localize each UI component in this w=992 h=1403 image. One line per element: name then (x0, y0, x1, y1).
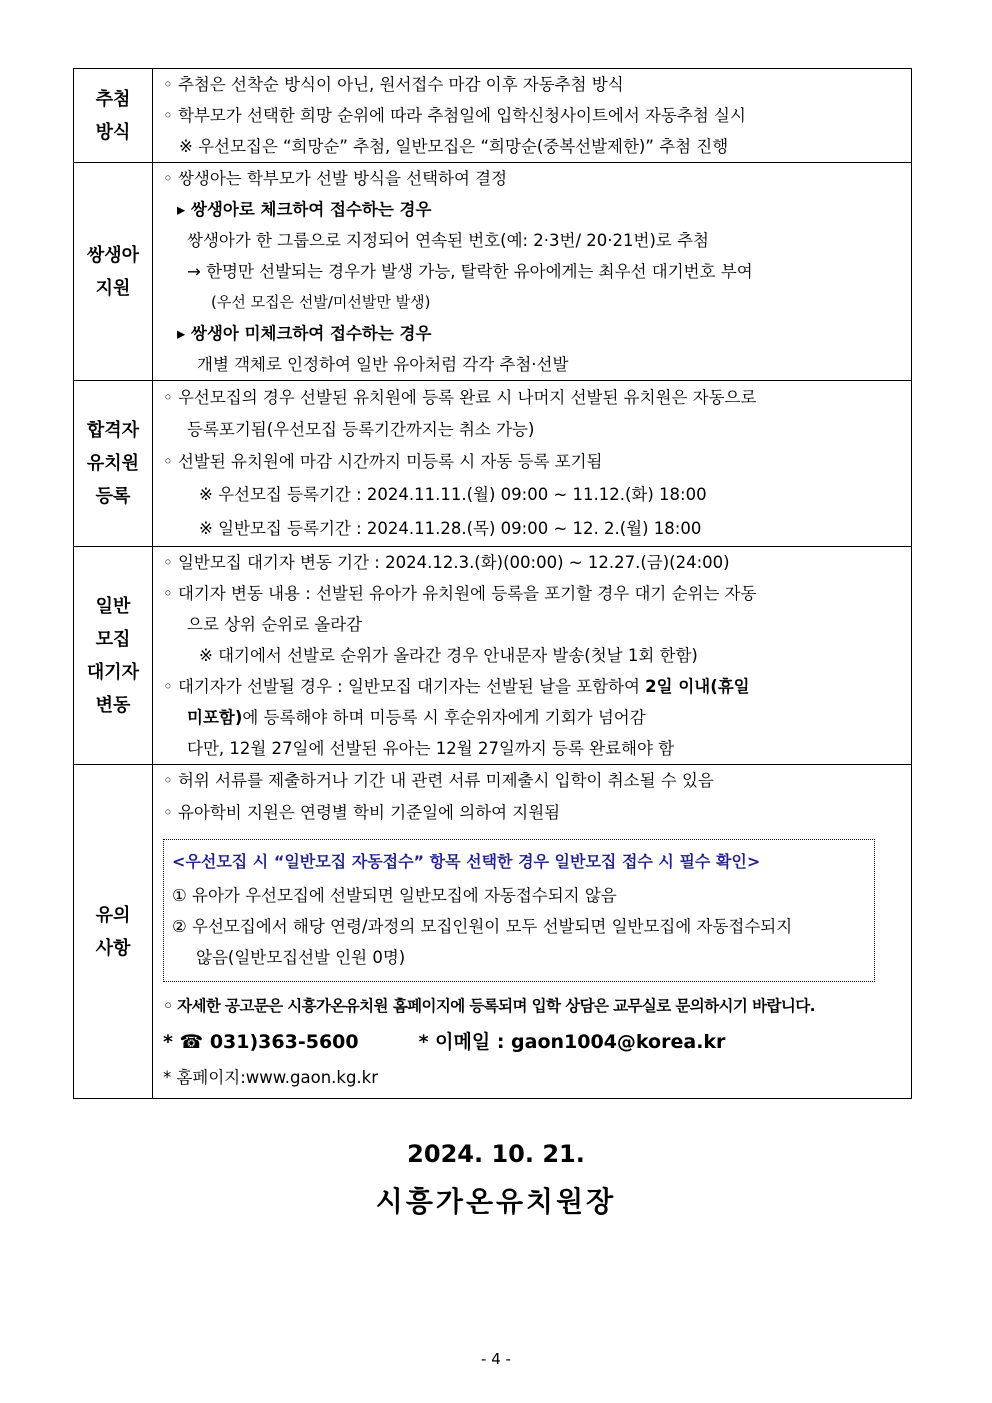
list-item: ◦ 쌍생아는 학부모가 선발 방식을 선택하여 결정 (163, 169, 508, 188)
registration-row (74, 381, 912, 547)
header-line: 쌍생아 (86, 244, 140, 266)
lottery-content (153, 69, 912, 163)
arrow-note: → 한명만 선발되는 경우가 발생 가능, 탈락한 유아에게는 최우선 대기번호 부여 (187, 262, 753, 281)
header-line: 사항 (95, 937, 131, 959)
waitlist-header (74, 547, 153, 765)
issuer-name: 시흥가온유치원장 (375, 1185, 617, 1218)
emphasis: 미포함) (187, 708, 243, 727)
list-item: ◦ 대기자 변동 내용 : 선발된 유아가 유치원에 등록을 포기할 경우 대기 순위는 자동 (163, 584, 757, 603)
list-item: ◦ 허위 서류를 제출하거나 기간 내 관련 서류 미제출시 입학이 취소될 수 있음 (163, 771, 714, 790)
note-line: ※ 우선모집은 “희망순” 추첨, 일반모집은 “희망순(중복선발제한)” 추첨 진행 (179, 137, 729, 156)
registration-content (153, 381, 912, 547)
header-line: 유의 (95, 904, 131, 926)
header-line: 등록 (95, 486, 131, 507)
date-note: ※ 우선모집 등록기간 : 2024.11.11.(월) 09:00 ~ 11.12.(화) 18:00 (199, 485, 707, 504)
text: 에 등록해야 하며 미등록 시 후순위자에게 기회가 넘어감 (242, 708, 646, 727)
list-item: ◦ 일반모집 대기자 변동 기간 : 2024.12.3.(화)(00:00) ~ 12.27.(금)(24:00) (163, 553, 730, 572)
box-item: ② 우선모집에서 해당 연령/과정의 모집인원이 모두 선발되면 일반모집에 자동접수되지 (172, 917, 793, 936)
header-line: 일반 (95, 595, 131, 617)
list-item: 등록포기됨(우선모집 등록기간까지는 취소 가능) (187, 420, 535, 439)
list-item: ◦ 선발된 유치원에 마감 시간까지 미등록 시 자동 등록 포기됨 (163, 452, 603, 471)
homepage-link[interactable]: * 홈페이지:www.gaon.kg.kr (163, 1068, 379, 1087)
list-item: ◦ 우선모집의 경우 선발된 유치원에 등록 완료 시 나머지 선발된 유치원은 자동으로 (163, 388, 757, 407)
header-line: 합격자 (86, 420, 140, 441)
announcement-date: 2024. 10. 21. (407, 1140, 585, 1168)
contact-line (163, 1022, 907, 1062)
list-item: ◦ 학부모가 선택한 희망 순위에 따라 추첨일에 입학신청사이트에서 자동추첨 실시 (163, 106, 746, 125)
box-item: ① 유아가 우선모집에 선발되면 일반모집에 자동접수되지 않음 (172, 886, 617, 905)
waitlist-content (153, 547, 912, 765)
emphasis: 2일 이내(휴일 (645, 677, 750, 696)
notes-header (74, 765, 153, 1099)
header-line: 지원 (95, 277, 131, 299)
date-note: ※ 일반모집 등록기간 : 2024.11.28.(목) 09:00 ~ 12. 2.(월) 18:00 (199, 519, 702, 538)
text: ◦ 대기자가 선발될 경우 : 일반모집 대기자는 선발된 날을 포함하여 (163, 677, 646, 696)
twins-header (74, 163, 153, 381)
list-item (163, 671, 907, 702)
twins-content (153, 163, 912, 381)
box-title: <우선모집 시 “일반모집 자동접수” 항목 선택한 경우 일반모집 접수 시 필수 확인> (172, 852, 761, 871)
list-item: ◦ 유아학비 지원은 연령별 학비 기준일에 의하여 지원됨 (163, 803, 561, 822)
email-address[interactable]: * 이메일 : gaon1004@korea.kr (418, 1031, 726, 1053)
header-line: 변동 (95, 694, 131, 716)
note-line: ※ 대기에서 선발로 순위가 올라간 경우 안내문자 발송(첫날 1회 한함) (199, 646, 698, 665)
notes-row (74, 765, 912, 1099)
header-line: 모집 (95, 628, 131, 650)
lottery-header (74, 69, 153, 163)
list-item: 개별 객체로 인정하여 일반 유아처럼 각각 추첨·선발 (197, 355, 569, 374)
header-line: 추첨 (95, 88, 131, 110)
contact-notice: ◦ 자세한 공고문은 시흥가온유치원 홈페이지에 등록되며 입학 상담은 교무실로 문의하시기 바랍니다. (163, 997, 815, 1015)
note-line: (우선 모집은 선발/미선발만 발생) (211, 293, 431, 311)
registration-header (74, 381, 153, 547)
box-item: 않음(일반모집선발 인원 0명) (196, 948, 406, 967)
header-line: 방식 (95, 121, 131, 143)
twins-row (74, 163, 912, 381)
waitlist-row (74, 547, 912, 765)
header-line: 유치원 (86, 453, 140, 474)
admission-guide-table (73, 68, 912, 1099)
subheading: ▸ 쌍생아로 체크하여 접수하는 경우 (177, 200, 432, 219)
page-number: - 4 - (481, 1350, 511, 1368)
list-item: 쌍생아가 한 그룹으로 지정되어 연속된 번호(예: 2·3번/ 20·21번)로 추첨 (187, 231, 709, 250)
lottery-row (74, 69, 912, 163)
important-notice-box (163, 839, 875, 982)
header-line: 대기자 (86, 661, 140, 683)
list-item: ◦ 추첨은 선착순 방식이 아닌, 원서접수 마감 이후 자동추첨 방식 (163, 75, 624, 94)
list-item: 다만, 12월 27일에 선발된 유아는 12월 27일까지 등록 완료해야 함 (187, 739, 675, 758)
subheading: ▸ 쌍생아 미체크하여 접수하는 경우 (177, 324, 432, 343)
list-item (163, 702, 907, 733)
notes-content (153, 765, 912, 1099)
list-item: 으로 상위 순위로 올라감 (187, 615, 363, 634)
phone-number: * ☎ 031)363-5600 (163, 1031, 359, 1053)
